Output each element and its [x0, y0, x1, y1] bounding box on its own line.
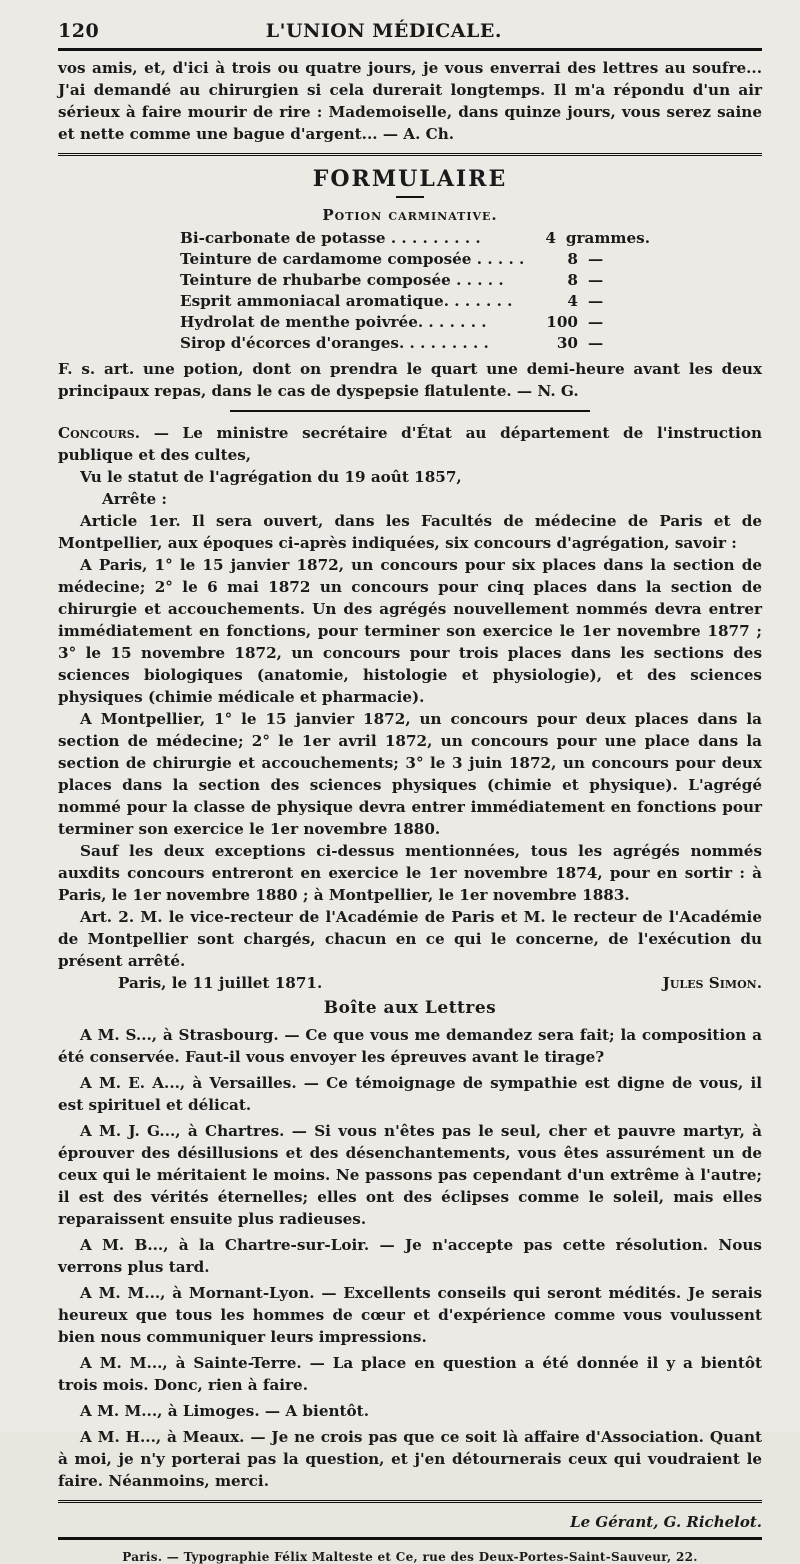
letter-item: A M. E. A..., à Versailles. — Ce témoignage de sympathie est digne de vous, il est spirituel et délicat. — [58, 1074, 762, 1114]
concours-paragraph: Vu le statut de l'agrégation du 19 août 1857, — [80, 468, 462, 486]
ingredient-name: Bi-carbonate de potasse . . . . . . . . . — [180, 229, 481, 247]
recipe-row — [180, 228, 650, 249]
ingredient-name: Sirop d'écorces d'oranges. . . . . . . . . — [180, 334, 489, 352]
ingredient-unit: — — [588, 271, 604, 289]
header-rule — [58, 48, 762, 51]
ingredient-unit: grammes. — [565, 229, 650, 247]
signature-place-date: Paris, le 11 juillet 1871. — [118, 974, 323, 992]
ingredient-qty: 30 — [556, 334, 578, 352]
page-header — [58, 14, 762, 46]
formulaire-title: FORMULAIRE — [312, 166, 508, 192]
section-divider — [58, 153, 762, 156]
ingredient-qty: 8 — [567, 250, 578, 268]
ingredient-name: Hydrolat de menthe poivrée. . . . . . . — [180, 313, 487, 331]
ingredient-qty: 4 — [545, 229, 556, 247]
ingredient-qty: 100 — [546, 313, 578, 331]
concours-lead: Concours. — [58, 424, 141, 442]
recipe-instructions: F. s. art. une potion, dont on prendra le quart une demi-heure avant les deux principaux repas, dans le cas de dyspepsie flatulente. — N. G. — [58, 360, 762, 400]
concours-paragraph: Article 1er. Il sera ouvert, dans les Facultés de médecine de Paris et de Montpellier, aux époques ci-après indiquées, six concours d'agrégation, savoir : — [58, 512, 762, 552]
signature-name: Jules Simon. — [662, 974, 762, 992]
letter-item: A M. B..., à la Chartre-sur-Loir. — Je n'accepte pas cette résolution. Nous verrons plus tard. — [58, 1236, 762, 1276]
boite-title: Boîte aux Lettres — [323, 998, 497, 1018]
concours-paragraph: A Montpellier, 1° le 15 janvier 1872, un concours pour deux places dans la section de médecine; 2° le 1er avril 1872, un concours pour une place dans la section de chirurgie et accouchements; 3° le 3 juin 1872, un concours pour deux places dans la section des sciences physiques (chimie et physique). L'agrégé nommé pour la classe de physique devra entrer immédiatement en fonctions pour terminer son exercice le 1er novembre 1880. — [58, 710, 762, 838]
letter-item: A M. S..., à Strasbourg. — Ce que vous me demandez sera fait; la composition a été conservée. Faut-il vous envoyer les épreuves avant le tirage? — [58, 1026, 762, 1066]
concours-paragraph: Sauf les deux exceptions ci-dessus mentionnées, tous les agrégés nommés auxdits concours entreront en exercice le 1er novembre 1874, pour en sortir : à Paris, le 1er novembre 1880 ; à Montpellier, le 1er novembre 1883. — [58, 842, 762, 904]
recipe-row — [180, 312, 650, 333]
ingredient-name: Teinture de rhubarbe composée . . . . . — [180, 271, 504, 289]
recipe-row — [180, 249, 650, 270]
concours-paragraph: A Paris, 1° le 15 janvier 1872, un concours pour six places dans la section de médecine; 2° le 6 mai 1872 un concours pour cinq places dans la section de chirurgie et accouchements. Un des agrégés nouvellement nommés devra entrer immédiatement en fonctions, pour terminer son exercice le 1er novembre 1877 ; 3° le 15 novembre 1872, un concours pour trois places dans les sections des sciences biologiques (anatomie, histologie et physiologie), et des sciences physiques (chimie médicale et pharmacie). — [58, 556, 762, 706]
printer-footer: Paris. — Typographie Félix Malteste et Ce, rue des Deux-Portes-Saint-Sauveur, 22. — [122, 1550, 698, 1564]
ingredient-qty: 4 — [567, 292, 578, 310]
concours-intro-text: — Le ministre secrétaire d'État au département de l'instruction publique et des cultes, — [58, 424, 762, 464]
concours-intro — [58, 422, 762, 466]
letter-item: A M. M..., à Sainte-Terre. — La place en question a été donnée il y a bientôt trois mois. Donc, rien à faire. — [58, 1354, 762, 1394]
intro-paragraph: vos amis, et, d'ici à trois ou quatre jours, je vous enverrai des lettres au soufre... J'ai demandé au chirurgien si cela durerait longtemps. Il m'a répondu d'un air sérieux à faire mourir de rire : Mademoiselle, dans quinze jours, vous serez saine et nette comme une bague d'argent... — A. Ch. — [58, 59, 762, 143]
ingredient-unit: — — [588, 292, 604, 310]
footer-rule — [58, 1537, 762, 1540]
title-underline — [396, 196, 424, 198]
ingredient-qty: 8 — [567, 271, 578, 289]
page-number: 120 — [58, 20, 100, 42]
ingredient-unit: — — [588, 250, 604, 268]
concours-signature — [58, 972, 762, 994]
section-divider-short — [230, 410, 590, 412]
letter-item: A M. M..., à Limoges. — A bientôt. — [80, 1402, 369, 1420]
potion-title: Potion carminative. — [322, 206, 498, 224]
concours-paragraph: Art. 2. M. le vice-recteur de l'Académie de Paris et M. le recteur de l'Académie de Montpellier sont chargés, chacun en ce qui le concerne, de l'exécution du présent arrêté. — [58, 908, 762, 970]
ingredient-name: Esprit ammoniacal aromatique. . . . . . . — [180, 292, 513, 310]
recipe-row — [180, 333, 650, 354]
closing-rule — [58, 1500, 762, 1503]
letter-item: A M. H..., à Meaux. — Je ne crois pas que ce soit là affaire d'Association. Quant à moi, je n'y porterai pas la question, et j'en détournerais ceux qui voudraient le faire. Néanmoins, merci. — [58, 1428, 762, 1490]
recipe-row — [180, 291, 650, 312]
ingredient-name: Teinture de cardamome composée . . . . . — [180, 250, 525, 268]
concours-paragraph: Arrête : — [102, 490, 168, 508]
recipe-list — [180, 228, 650, 354]
ingredient-unit: — — [588, 313, 604, 331]
recipe-row — [180, 270, 650, 291]
letter-item: A M. M..., à Mornant-Lyon. — Excellents conseils qui seront médités. Je serais heureux que tous les hommes de cœur et d'expérience comme vous voulussent bien nous communiquer leurs impressions. — [58, 1284, 762, 1346]
journal-title: L'UNION MÉDICALE. — [265, 20, 502, 42]
ingredient-unit: — — [588, 334, 604, 352]
gerant-signature: Le Gérant, G. Richelot. — [570, 1513, 762, 1531]
letter-item: A M. J. G..., à Chartres. — Si vous n'êtes pas le seul, cher et pauvre martyr, à éprouver des désillusions et des désenchantements, vous êtes assurément un de ceux qui le méritaient le moins. Ne passons pas cependant d'un extrême à l'autre; il est des vérités éternelles; elles ont des éclipses comme le soleil, mais elles reparaissent ensuite plus radieuses. — [58, 1122, 762, 1228]
